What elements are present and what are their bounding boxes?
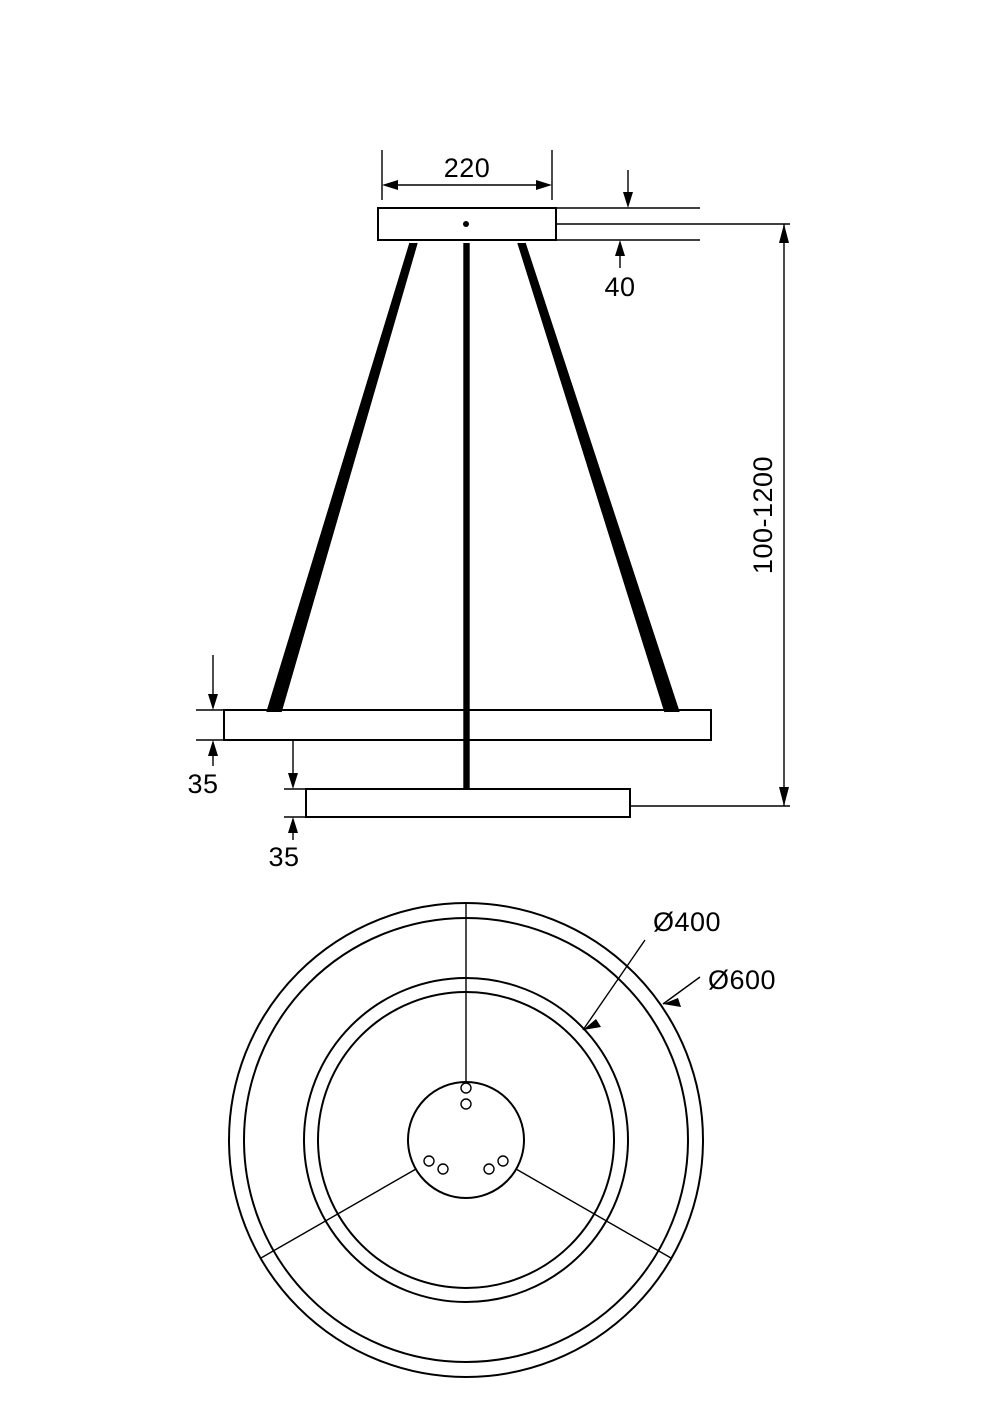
dimension-label-outer-ring-diameter: Ø600 [708, 965, 777, 995]
dimension-label-outer-ring-thickness: 35 [187, 769, 219, 799]
dimension-outer-ring-thickness [187, 655, 270, 799]
dimension-inner-ring-diameter [583, 907, 721, 1030]
dimension-canopy-height [556, 170, 700, 302]
dimension-suspension-height [556, 224, 790, 806]
dimension-outer-ring-diameter [663, 965, 776, 1007]
cable-spokes-plan [261, 903, 671, 1258]
dimension-inner-ring-thickness [268, 740, 350, 872]
dimension-label-suspension-height: 100-1200 [748, 455, 778, 575]
cable-anchors-plan [424, 1083, 508, 1174]
suspension-cables [267, 243, 679, 790]
dimension-canopy-width [382, 150, 552, 200]
inner-ring-profile [306, 789, 630, 817]
dimension-label-inner-ring-thickness: 35 [268, 842, 300, 872]
dimension-label-canopy-height: 40 [604, 272, 636, 302]
front-elevation-view [187, 150, 790, 872]
dimension-label-canopy-width: 220 [443, 153, 491, 183]
dimension-label-inner-ring-diameter: Ø400 [653, 907, 722, 937]
bottom-plan-view [229, 903, 776, 1377]
canopy [378, 208, 556, 240]
